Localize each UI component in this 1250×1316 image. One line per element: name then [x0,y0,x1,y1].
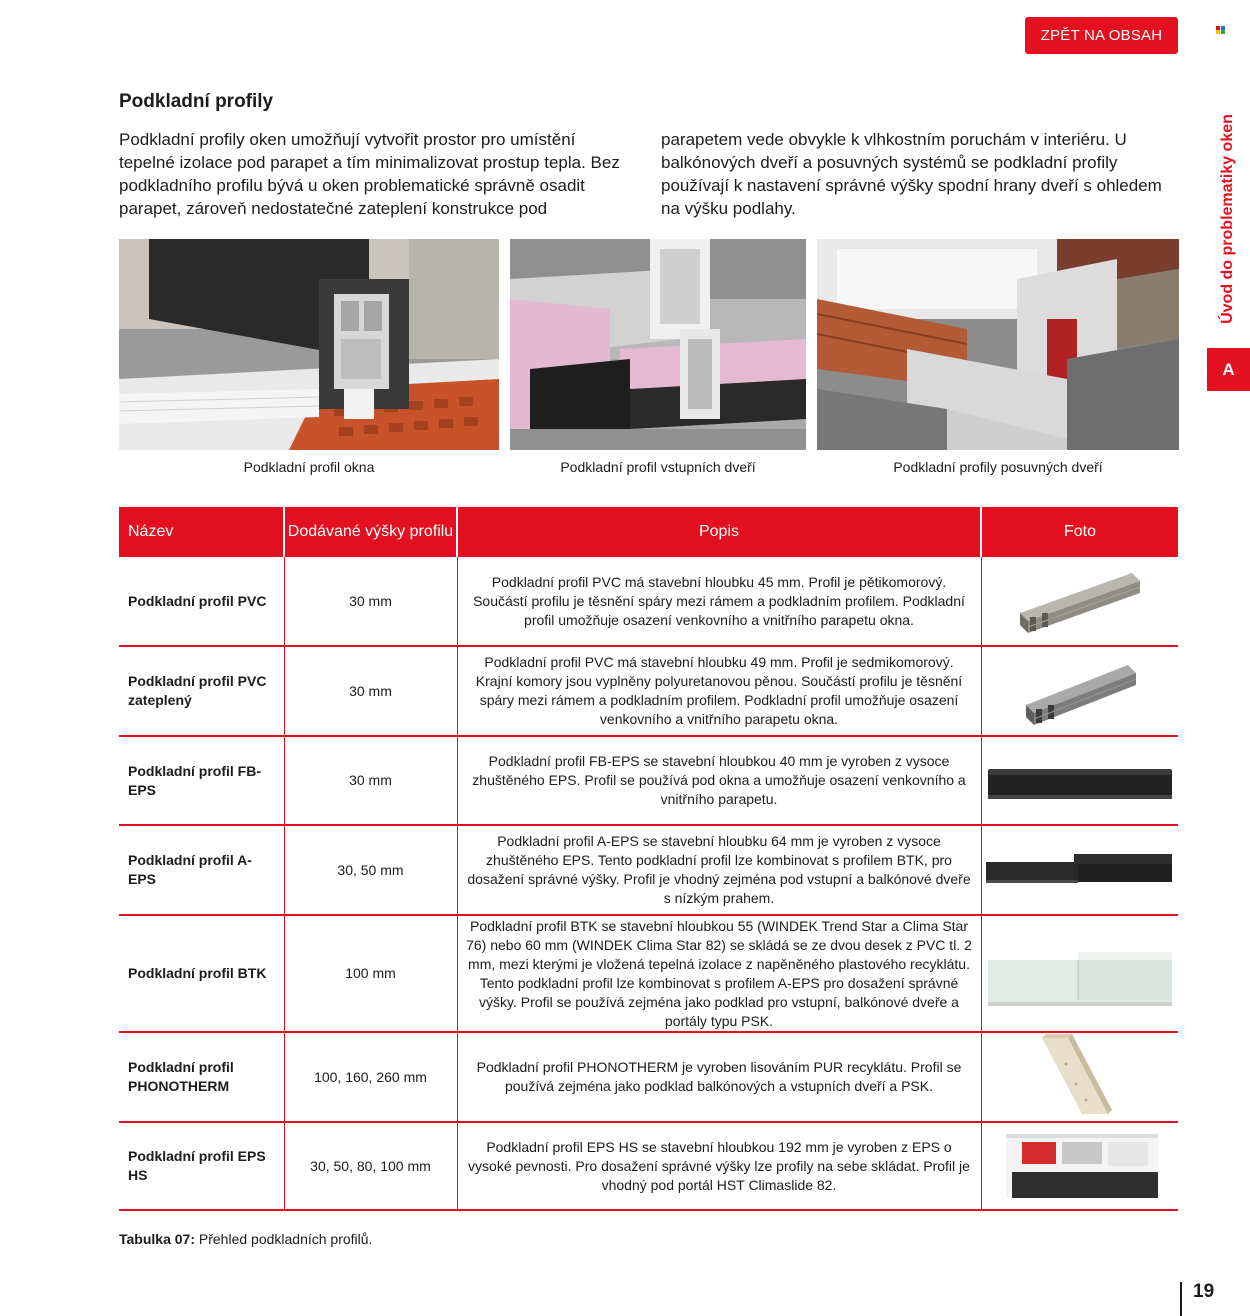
profile-photo-phonotherm [981,1032,1178,1122]
profile-name: Podkladní profil EPS HS [119,1122,284,1210]
figure-caption-entrance-door: Podkladní profil vstupních dveří [560,459,756,475]
table-row [119,646,1178,736]
window-sill-profile-image [119,239,499,450]
table-row [119,915,1178,1032]
section-title: Podkladní profily [119,91,274,112]
profiles-table [119,507,1178,1211]
table-row [119,1122,1178,1210]
profile-photo-pvc-insulated [981,646,1178,736]
profile-height: 100 mm [284,915,457,1032]
table-header-row [119,507,1178,557]
table-row [119,1032,1178,1122]
figure-caption-window: Podkladní profil okna [243,459,375,475]
profile-height: 30, 50 mm [284,825,457,915]
profile-description: Podkladní profil A-EPS se stavební hloubku 64 mm je vyroben z vysoce zhuštěného EPS. Tento podkladní profil lze kombinovat s profilem BTK, pro dosažení správné výšky. Profil je vhodný zejména pod vstupní a balkónové dveře s nízkým prahem. [457,825,981,915]
header-name: Název [119,507,284,557]
header-description: Popis [457,507,981,557]
sliding-door-profile-image [817,239,1179,450]
figure-caption-sliding-door: Podkladní profily posuvných dveří [893,459,1103,475]
intro-paragraph-left: Podkladní profily oken umožňují vytvořit prostor pro umístění tepelné izolace pod parapet a tím minimalizovat prostup tepla. Bez podkladního profilu bývá u oken problematické správně osadit parapet, zároveň nedostatečné zateplení konstrukce pod [119,130,620,218]
profile-photo-eps-hs [981,1122,1178,1210]
page-number-divider [1180,1282,1182,1316]
profile-name: Podkladní profil PVC zateplený [119,646,284,736]
page-number: 19 [1193,1281,1215,1302]
profile-photo-fb-eps [981,736,1178,825]
profile-name: Podkladní profil PHONOTHERM [119,1032,284,1122]
header-height: Dodávané výšky profilu [284,507,457,557]
table-row [119,736,1178,825]
chapter-tab[interactable]: A [1207,348,1250,391]
profile-description: Podkladní profil PVC má stavební hloubku 45 mm. Profil je pětikomorový. Součástí profilu je těsnění spáry mezi rámem a podkladním profilem. Podkladní profil umožňuje osazení venkovního a vnitřního parapetu okna. [457,557,981,646]
table-row [119,825,1178,915]
profile-height: 30, 50, 80, 100 mm [284,1122,457,1210]
profile-name: Podkladní profil FB-EPS [119,736,284,825]
intro-paragraph-right: parapetem vede obvykle k vlhkostním poruchám v interiéru. U balkónových dveří a posuvných systémů se podkladní profily používají k nastavení správné výšky spodní hrany dveří s ohledem na výšku podlahy. [661,130,1162,218]
profile-description: Podkladní profil PVC má stavební hloubku 49 mm. Profil je sedmikomorový. Krajní komory jsou vyplněny polyuretanovou pěnou. Součástí profilu je těsnění spáry mezi rámem a podkladním profilem. Podkladní profil umožňuje osazení venkovního a vnitřního parapetu okna. [457,646,981,736]
table-caption-label: Tabulka 07: [119,1231,195,1247]
chapter-side-title: Úvod do problematiky oken [1219,114,1236,324]
profile-description: Podkladní profil EPS HS se stavební hloubkou 192 mm je vyroben z EPS o vysoké pevnosti. Pro dosažení správné výšky lze profily na sebe skládat. Profil je vhodný pod portál HST Climaslide 82. [457,1122,981,1210]
color-mark-icon [1216,26,1226,34]
profile-description: Podkladní profil BTK se stavební hloubkou 55 (WINDEK Trend Star a Clima Star 76) nebo 60 mm (WINDEK Clima Star 82) se skládá se ze dvou desek z PVC tl. 2 mm, mezi kterými je vložená tepelná izolace z napěněného plastového recyklátu. Tento podkladní profil lze kombinovat s profilem A-EPS pro dosažení správné výšky. Profil se používá zejména jako podklad pro vstupní, balkónové dveře a portály typu PSK. [457,915,981,1032]
profile-photo-pvc [981,557,1178,646]
profile-height: 30 mm [284,646,457,736]
profile-name: Podkladní profil PVC [119,557,284,646]
profile-name: Podkladní profil A-EPS [119,825,284,915]
profile-height: 30 mm [284,557,457,646]
profile-photo-btk [981,915,1178,1032]
entrance-door-profile-image [510,239,806,450]
table-row [119,557,1178,646]
profile-description: Podkladní profil FB-EPS se stavební hloubkou 40 mm je vyroben z vysoce zhuštěného EPS. Profil se používá pod okna a umožňuje osazení venkovního a vnitřního parapetu. [457,736,981,825]
profile-name: Podkladní profil BTK [119,915,284,1032]
back-to-contents-button[interactable]: ZPĚT NA OBSAH [1025,17,1178,54]
profile-description: Podkladní profil PHONOTHERM je vyroben lisováním PUR recyklátu. Profil se používá zejména jako podklad balkónových a vstupních dveří a PSK. [457,1032,981,1122]
profile-photo-a-eps [981,825,1178,915]
table-caption-text: Přehled podkladních profilů. [195,1231,373,1247]
table-caption [119,1231,372,1247]
profile-height: 100, 160, 260 mm [284,1032,457,1122]
header-photo: Foto [981,507,1178,557]
profile-height: 30 mm [284,736,457,825]
